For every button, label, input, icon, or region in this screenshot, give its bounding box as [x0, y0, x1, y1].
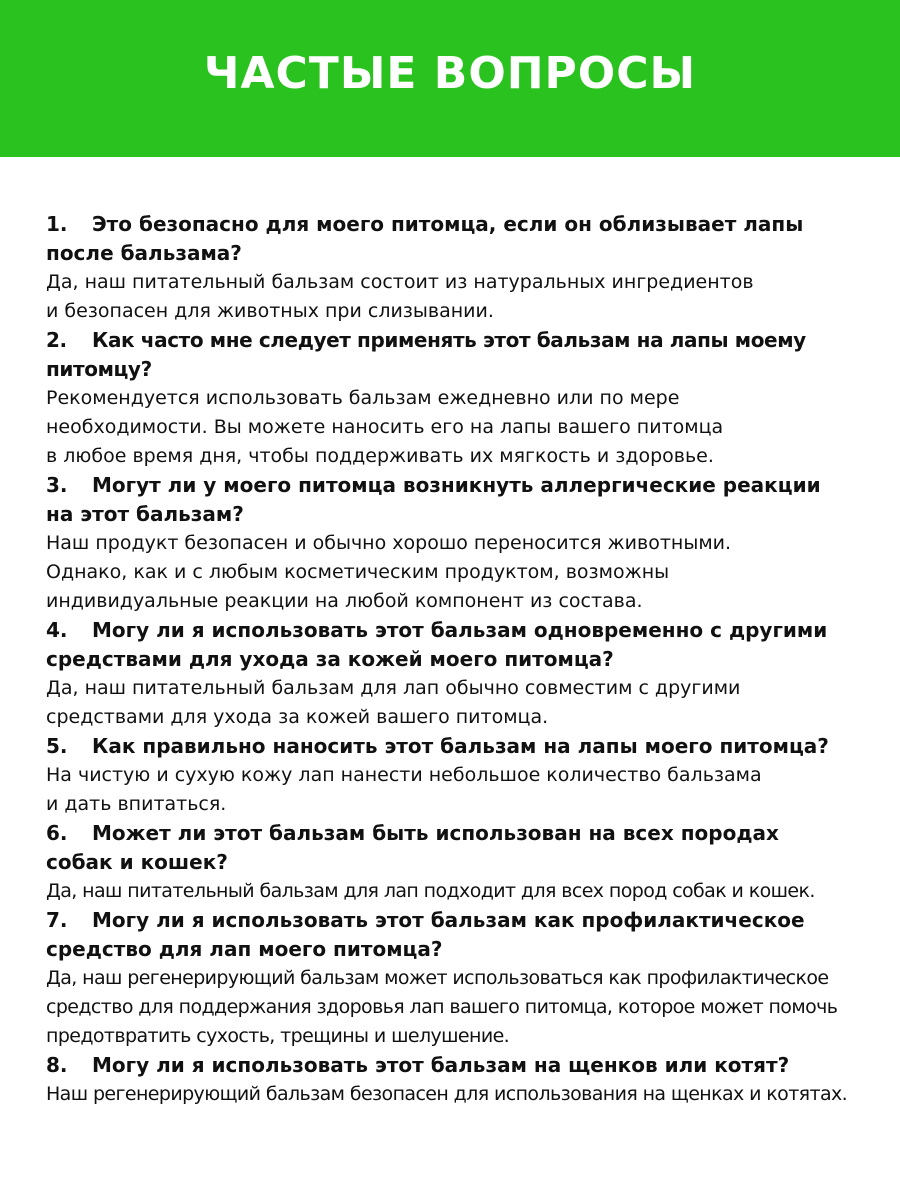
faq-question [46, 819, 876, 877]
faq-item [46, 471, 876, 616]
faq-question-text: Могу ли я использовать этот бальзам как профилактическое средство для лап моего питомца? [46, 908, 805, 961]
faq-list [46, 210, 876, 1109]
faq-item [46, 616, 876, 732]
faq-question [46, 471, 876, 529]
faq-question [46, 1051, 876, 1080]
faq-number: 1. [46, 212, 68, 236]
faq-number: 3. [46, 473, 68, 497]
faq-answer: Наш продукт безопасен и обычно хорошо переносится животными. Однако, как и с любым косметическим продуктом, возможны индивидуальные реакции на любой компонент из состава. [46, 532, 732, 612]
faq-answer: Наш регенерирующий бальзам безопасен для использования на щенках и котятах. [46, 1083, 848, 1105]
faq-question-text: Могу ли я использовать этот бальзам на щенков или котят? [92, 1053, 790, 1077]
page-title: ЧАСТЫЕ ВОПРОСЫ [203, 48, 697, 99]
faq-answer: Да, наш питательный бальзам для лап подходит для всех пород собак и кошек. [46, 880, 815, 902]
faq-answer: Да, наш регенерирующий бальзам может использоваться как профилактическое средство для поддержания здоровья лап вашего питомца, которое может помочь предотвратить сухость, трещины и шелушение. [46, 967, 838, 1047]
faq-answer: Да, наш питательный бальзам состоит из натуральных ингредиентов и безопасен для животных при слизывании. [46, 271, 754, 322]
faq-question [46, 616, 876, 674]
faq-number: 6. [46, 821, 68, 845]
faq-item [46, 326, 876, 471]
faq-question-text: Как часто мне следует применять этот бальзам на лапы моему питомцу? [46, 328, 806, 381]
header-banner [0, 0, 900, 157]
faq-answer: Рекомендуется использовать бальзам ежедневно или по мере необходимости. Вы можете наносить его на лапы вашего питомца в любое время дня, чтобы поддерживать их мягкость и здоровье. [46, 387, 724, 467]
faq-question-text: Могут ли у моего питомца возникнуть аллергические реакции на этот бальзам? [46, 473, 821, 526]
faq-answer: На чистую и сухую кожу лап нанести небольшое количество бальзама и дать впитаться. [46, 764, 762, 815]
faq-number: 5. [46, 734, 68, 758]
faq-question-text: Как правильно наносить этот бальзам на лапы моего питомца? [92, 734, 829, 758]
faq-item [46, 906, 876, 1051]
faq-question [46, 906, 876, 964]
faq-number: 4. [46, 618, 68, 642]
faq-item [46, 819, 876, 906]
faq-answer: Да, наш питательный бальзам для лап обычно совместим с другими средствами для ухода за кожей вашего питомца. [46, 677, 741, 728]
faq-question [46, 210, 876, 268]
faq-number: 8. [46, 1053, 68, 1077]
faq-question [46, 326, 876, 384]
faq-item [46, 732, 876, 819]
faq-number: 7. [46, 908, 68, 932]
faq-number: 2. [46, 328, 67, 352]
faq-item [46, 210, 876, 326]
faq-item [46, 1051, 876, 1109]
faq-question-text: Могу ли я использовать этот бальзам одновременно с другими средствами для ухода за кожей моего питомца? [46, 618, 828, 671]
faq-question-text: Может ли этот бальзам быть использован на всех породах собак и кошек? [46, 821, 779, 874]
faq-question [46, 732, 876, 761]
faq-question-text: Это безопасно для моего питомца, если он облизывает лапы после бальзама? [46, 212, 804, 265]
